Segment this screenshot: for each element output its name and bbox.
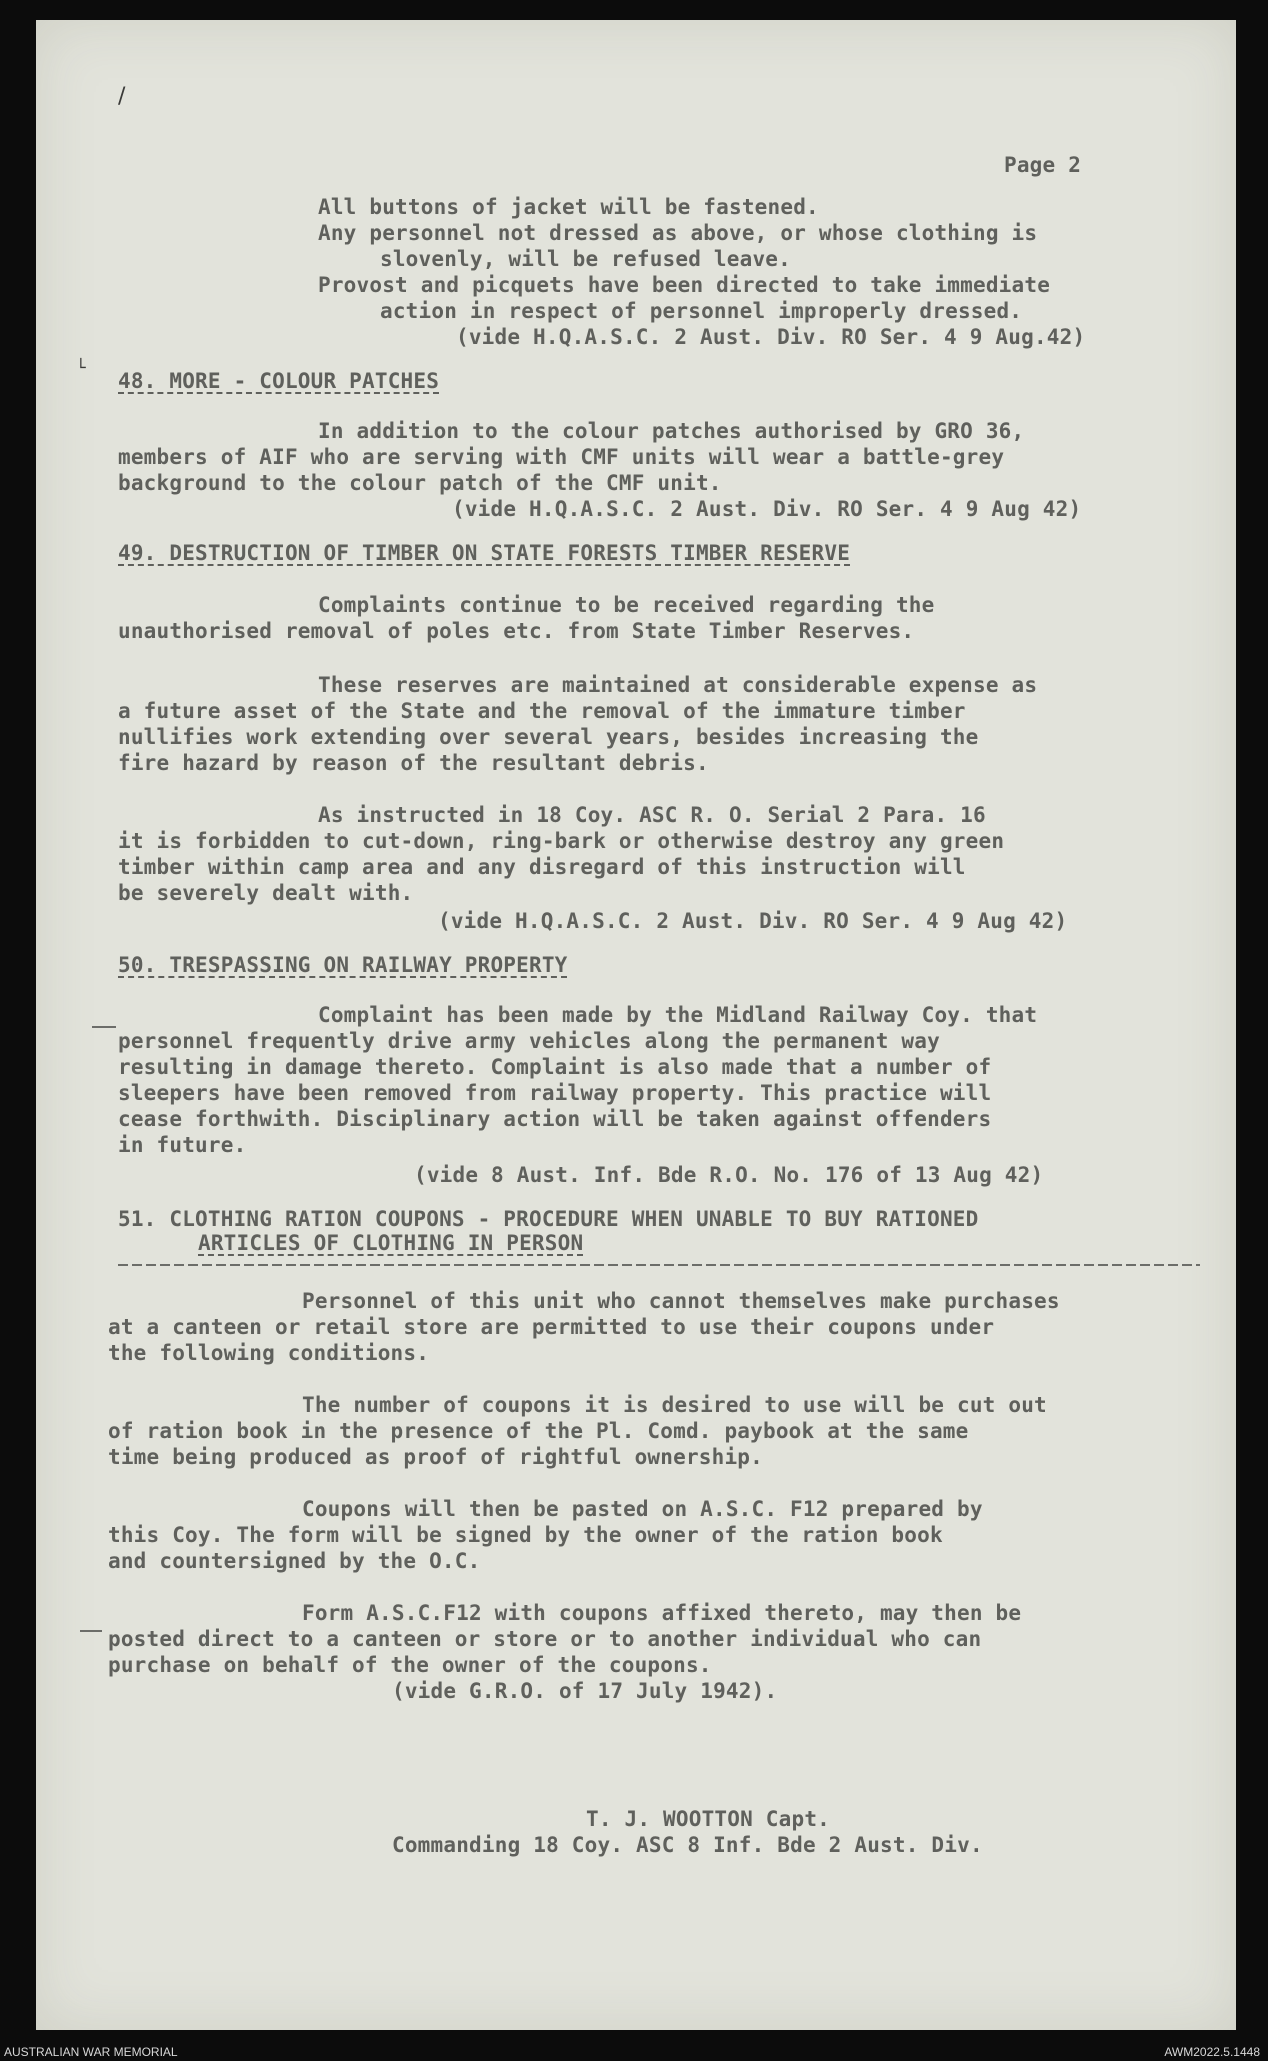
- section-51-line: the following conditions.: [108, 1341, 430, 1365]
- section-48-line: background to the colour patch of the CMF unit.: [118, 471, 722, 495]
- section-49-line: timber within camp area and any disregard of this instruction will: [118, 855, 966, 879]
- intro-line: All buttons of jacket will be fastened.: [318, 195, 819, 219]
- heading-rule: [118, 1264, 1200, 1266]
- section-49-line: Complaints continue to be received regarding the: [318, 593, 935, 617]
- section-50-line: sleepers have been removed from railway property. This practice will: [118, 1081, 992, 1105]
- section-heading-48: 48. MORE - COLOUR PATCHES: [118, 369, 440, 393]
- section-49-line: nullifies work extending over several years, besides increasing the: [118, 725, 979, 749]
- intro-line: action in respect of personnel improperly dressed.: [380, 299, 1023, 323]
- section-51-line: The number of coupons it is desired to use will be cut out: [302, 1393, 1047, 1417]
- section-49-line: be severely dealt with.: [118, 881, 414, 905]
- section-51-line: time being produced as proof of rightful ownership.: [108, 1445, 763, 1469]
- margin-tick-mark: └: [76, 358, 86, 377]
- footer-archive-name: AUSTRALIAN WAR MEMORIAL: [4, 2045, 178, 2059]
- section-51-reference: (vide G.R.O. of 17 July 1942).: [392, 1679, 778, 1703]
- section-50-line: in future.: [118, 1133, 247, 1157]
- signature-name: T. J. WOOTTON Capt.: [586, 1807, 831, 1831]
- section-51-line: and countersigned by the O.C.: [108, 1549, 481, 1573]
- section-50-line: Complaint has been made by the Midland Railway Coy. that: [318, 1003, 1038, 1027]
- section-51-line: posted direct to a canteen or store or to another individual who can: [108, 1627, 982, 1651]
- section-49-line: a future asset of the State and the removal of the immature timber: [118, 699, 966, 723]
- section-48-line: In addition to the colour patches authorised by GRO 36,: [318, 419, 1025, 443]
- section-49-line: These reserves are maintained at considerable expense as: [318, 673, 1038, 697]
- section-50-line: resulting in damage thereto. Complaint is also made that a number of: [118, 1055, 992, 1079]
- section-heading-51-continued: ARTICLES OF CLOTHING IN PERSON: [198, 1231, 584, 1255]
- section-51-line: Coupons will then be pasted on A.S.C. F12 prepared by: [302, 1497, 983, 1521]
- intro-line: Any personnel not dressed as above, or whose clothing is: [318, 221, 1038, 245]
- section-51-line: of ration book in the presence of the Pl. Comd. paybook at the same: [108, 1419, 969, 1443]
- intro-line: slovenly, will be refused leave.: [380, 247, 791, 271]
- section-49-line: fire hazard by reason of the resultant debris.: [118, 751, 709, 775]
- section-heading-49: 49. DESTRUCTION OF TIMBER ON STATE FORESTS TIMBER RESERVE: [118, 541, 851, 565]
- margin-dash: [92, 1026, 116, 1028]
- section-49-line: it is forbidden to cut-down, ring-bark or otherwise destroy any green: [118, 829, 1005, 853]
- section-51-line: purchase on behalf of the owner of the coupons.: [108, 1653, 712, 1677]
- section-49-reference: (vide H.Q.A.S.C. 2 Aust. Div. RO Ser. 4 9 Aug 42): [438, 909, 1068, 933]
- intro-line: Provost and picquets have been directed to take immediate: [318, 273, 1051, 297]
- section-48-reference: (vide H.Q.A.S.C. 2 Aust. Div. RO Ser. 4 9 Aug 42): [452, 497, 1082, 521]
- section-48-line: members of AIF who are serving with CMF units will wear a battle-grey: [118, 445, 1005, 469]
- pencil-mark: /: [118, 84, 126, 109]
- section-50-line: cease forthwith. Disciplinary action will be taken against offenders: [118, 1107, 992, 1131]
- signature-title: Commanding 18 Coy. ASC 8 Inf. Bde 2 Aust. Div.: [392, 1833, 983, 1857]
- section-heading-50: 50. TRESPASSING ON RAILWAY PROPERTY: [118, 953, 568, 977]
- section-51-line: Personnel of this unit who cannot themselves make purchases: [302, 1289, 1060, 1313]
- document-page: [36, 20, 1236, 2030]
- page-number: Page 2: [1004, 153, 1082, 177]
- footer-accession-number: AWM2022.5.1448: [1164, 2045, 1260, 2059]
- section-49-line: unauthorised removal of poles etc. from State Timber Reserves.: [118, 619, 915, 643]
- margin-dash: [80, 1630, 102, 1632]
- section-51-line: Form A.S.C.F12 with coupons affixed thereto, may then be: [302, 1601, 1022, 1625]
- intro-reference: (vide H.Q.A.S.C. 2 Aust. Div. RO Ser. 4 9 Aug.42): [456, 325, 1086, 349]
- section-51-line: at a canteen or retail store are permitted to use their coupons under: [108, 1315, 995, 1339]
- section-50-reference: (vide 8 Aust. Inf. Bde R.O. No. 176 of 13 Aug 42): [414, 1163, 1044, 1187]
- section-heading-51: 51. CLOTHING RATION COUPONS - PROCEDURE WHEN UNABLE TO BUY RATIONED: [118, 1207, 979, 1231]
- section-51-line: this Coy. The form will be signed by the owner of the ration book: [108, 1523, 943, 1547]
- section-49-line: As instructed in 18 Coy. ASC R. O. Serial 2 Para. 16: [318, 803, 986, 827]
- section-50-line: personnel frequently drive army vehicles along the permanent way: [118, 1029, 940, 1053]
